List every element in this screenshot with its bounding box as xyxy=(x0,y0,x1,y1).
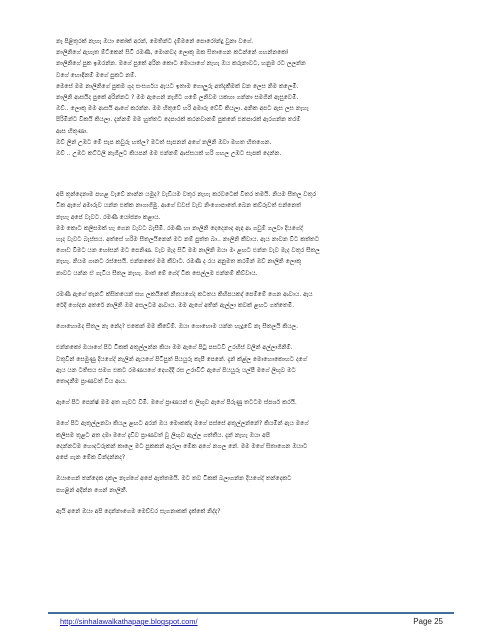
text-line: ඇගේ පිට පෙන්ෂ් මම අත ගැවට වීමි. මගේ ප්‍රාණයන් ළු ලිඟුව ඇගේ පිරුණු තටටම ස්පර්ශ කරයි. xyxy=(56,399,297,407)
text-line: ගොහොමද සීතල නැ නේද? එකෙන් මම කීවේම්. ඔයා ගොහොම යන්න හැදුවේ නැ සීතලයි කියල. xyxy=(56,323,299,331)
paragraph-spacer xyxy=(56,332,446,342)
paragraph-8 xyxy=(56,473,446,495)
text-line: ඔව් ලීන් උඹට මේ සැප කවුරු හත්ල? මටත් සැපනන් අගේ නලිනි ඔවා මහත හිතගෙන. xyxy=(56,138,272,146)
paragraph-spacer xyxy=(56,279,446,289)
paragraph-spacer xyxy=(56,159,446,189)
text-line: පහළින් අදින්න ගෙන් නාලිනී. xyxy=(56,486,128,494)
text-line: නෑ පිළිතුරක් නැහැ ඔයා කෝක් අරන්, මෙතින්ට දැම්මනේ පොරෝන්දු වුනා වගේ. xyxy=(56,38,254,45)
text-line: නාලිනිගේ ඇහැත ම්ට්කෙන් සිටි රමණි, මොනවද ලොකු ඔක සිතාගෙන කටන්නේ ගහන්නකෝ xyxy=(56,49,289,57)
text-line: ඔව්.. ලොකු මම ආසයි ආගේ කරන්න. මම හිතුවේ හරි අමාරු වේවි කියලා. අනික අපට ඇස ලස නැහැ xyxy=(56,105,309,113)
text-line: තොදැනීම ප්‍රාණවත් විය ආය. xyxy=(56,378,127,386)
text-line: මෙසේ මම නාලිනිගේ පුකම ගුද සංසර්ගය ඇයට ඉතාම ගොලුරු අත්දැකීමක් වන ලෙස නිම කලෙමි. xyxy=(56,82,299,90)
paragraph-spacer xyxy=(56,311,446,321)
paragraph-spacer xyxy=(56,387,446,397)
paragraph-2 xyxy=(56,189,446,279)
paragraph-5 xyxy=(56,342,446,387)
footer-divider xyxy=(48,612,454,614)
paragraph-7 xyxy=(56,418,446,463)
footer-blog-link[interactable]: http://sinhalawalkathapage.blogspot.com/ xyxy=(60,617,198,626)
text-line: මගේ පිට ඇතුල්ලනවා කියල ළඟට අරන් ඔය මොකක්ද මගේ පස්සේ අතුල්ලන්නේ? කියමින් ඇය මගේ xyxy=(56,420,309,428)
text-line: ඔයාගෙන් තන්දෙක දාකල නැග්ගේ අපේ ඇත්තමයි. මට තව ටිකක් බලාගන්න දියගේද් තන්දෙකට xyxy=(56,475,292,483)
page-body xyxy=(56,36,446,517)
paragraph-6 xyxy=(56,397,446,408)
page-number: Page 25 xyxy=(413,617,443,626)
paragraph-1 xyxy=(56,36,446,159)
text-line: පිරිමින්ට වීකයි කියලා. දැන්නම් මම හුත්තට දෙපාරක් කරනවානම් පුකනේ එකපාරක් ඇරගන්න තරම් xyxy=(56,116,301,124)
text-line: නාලිනි ආසයිද පුකේ අරින්නට ? මම ඇගෙන් නැගීට ගමේ ලනිවම යකහා ගන්නා සමගින් ඇසුවෙමි. xyxy=(56,94,299,102)
text-line: නාවට යන්න ඒ ගැටිය සීතල නැහැ. මාත් මේ ගේද් ටික සෙල්ලම එන්නම් කිව්වාය. xyxy=(56,269,258,277)
text-line: දෙන්නටම හොදටරුකන් කාලෙ මට පුකකන් ඇරලා මේක අගේ නගල නේ. මම මගේ සිතාගෙන ඔයාට xyxy=(56,442,308,450)
paragraph-4 xyxy=(56,321,446,332)
text-line: කලිසම තුළට අත දමා මගේ දැඩිව ප්‍රාණවත් වූ ලිඟුව ඇල්ල ගත්තීය. දැන් නැහැ ඔයා අපි xyxy=(56,431,270,439)
paragraph-9 xyxy=(56,506,446,517)
text-line: රමණී ඇගේ තැනට් ක්සිතයෙන් සහ ලකයිකේ නීතයගේද කටතය කිහිපයකද් පෙම්මේ ගෙන ආවාය. ඇය xyxy=(56,290,313,298)
text-line: එන්නකෝ ඔයාගේ පිට ටිකක් අතුල්ලන්න කියා මම ඇගේ පිටු පසටවී උරහිස් වලින් අල්ලාගිනිම්. xyxy=(56,344,293,352)
text-line: ඇයි අනේ ඔයා අපි දෙන්නාගෙම මෙච්චර සැගනාකක් දැක්කේ නිද්ද? xyxy=(56,507,221,515)
text-line: ඔව් .. උඹට කට්ටලි නැගීලට කියපන් මම එන්නම් ආස්සයක් හරි ගහල උඹට සැපක් දෙන්න. xyxy=(56,150,282,158)
text-line: නැහැ අපේ වැවට. රමණී යෝජනා කළාය. xyxy=(56,213,161,221)
text-line: නැහැ. නියම ගානට රස්සෙයි. එන්නකෝ මම කීවාට. රමණි ද රය අනුමත කරමින් ඔව් නාලිනි ලොකු xyxy=(56,258,302,266)
text-line: ටික ඇගේ අමාරුව යන්න එක්ක නාගාගිමු. ආගේ ඩවස් වැඩ නිංගොපාතේ.බෙන කව්රුවත් එන්නෙත් xyxy=(56,202,302,210)
text-line: හැද වැවට බැස්සය. අත්සේ හරිම සීතලයිනෙන් මට නම් පුත්ත බා.. නාලිනි කීවාය. ඇය නාවන විට කත්තට xyxy=(56,236,320,244)
paragraph-spacer xyxy=(56,408,446,418)
text-line: ඇය යන ටතිසය සමග එකට රමණයගේ දෙහදිදී රස උරාවිට් ඇගේ පියයුරු යල්පී මගේ ලිඟුව මට xyxy=(56,366,296,374)
text-line: අපේ ගැන මේක වින්දන්නද? xyxy=(56,454,126,462)
paragraph-3 xyxy=(56,289,446,311)
text-line: රේදි ගෝදන අතරේ නාලිනි ඔම අසලටම ආවාය. මම ඇගේ අතින් ඇල්ලා කවක් ළඟට ගත්තෙමි. xyxy=(56,302,294,310)
text-line: වගේ හොඳිනම් මගේ පුකට නම්. xyxy=(56,71,137,79)
text-line: වතුවින් සෙමුණු දියගේද් නැලින් ඇයගේ පිටිපුත් පියයුරු කැපී පෙනේ. දැන් ක්ළ්ල මොහොකොහට දගේ xyxy=(56,355,307,363)
paragraph-spacer xyxy=(56,463,446,473)
text-line: නාලිනිගේ පුක ඉඹරන්න. මගේ පුකේ අරින කොට මොයාගේ නැහැ ඔය කරුනාවට, හනුම රට ලලන්න xyxy=(56,60,306,68)
paragraph-spacer xyxy=(56,496,446,506)
text-line: මම කොට කලිසමක් හැ ගෙන වැවට බැසීමි. රමණි හා නාලිනි දෙදෙනාද ඇඳ ආ ගවුම් ගලවා දියගේද් xyxy=(56,224,303,232)
text-line: ගොඩ විමට යන හෝසන් මට පෙනිණ. වැව මැද සිටි මම නාලිනි ඔයා මං ළඟට එන්න වැව මැද වතුර සීතල xyxy=(56,247,320,255)
text-line: අපි තුන්දෙනාම පහළ වැවේ නාන්න යමුද? වැඩියම වතුර නැහැ කරවටෙක් විතර තමයි. නියම සීතල වතුර xyxy=(56,191,317,199)
text-line: ආස හිතුණා. xyxy=(56,127,88,135)
